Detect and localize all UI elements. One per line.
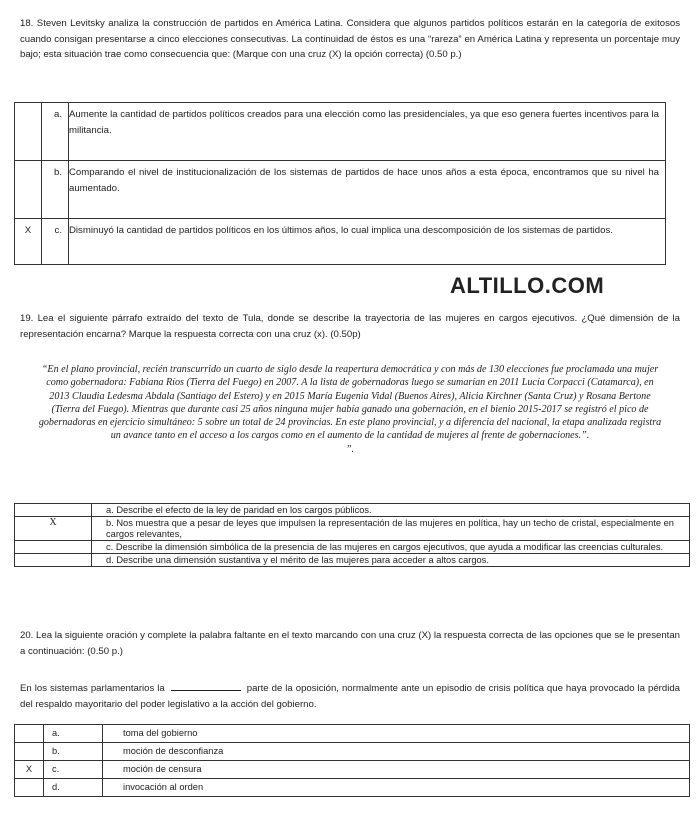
option-text: d. Describe una dimensión sustantiva y el mérito de las mujeres para acceder a altos cargos. xyxy=(92,554,690,567)
option-text: Comparando el nivel de institucionalización de los sistemas de partidos de hace unos años a esta época, encontramos que su nivel ha aumentado. xyxy=(69,161,666,219)
option-text: b. Nos muestra que a pesar de leyes que impulsen la representación de las mujeres en política, hay un techo de cristal, especialmente en cargos relevantes, xyxy=(92,517,690,541)
question-20-sentence xyxy=(20,680,680,712)
option-row[interactable] xyxy=(15,504,690,517)
option-mark-cell[interactable] xyxy=(15,541,92,554)
option-mark-cell[interactable] xyxy=(15,725,44,743)
option-letter: c. xyxy=(42,219,69,265)
option-text: a. Describe el efecto de la ley de paridad en los cargos públicos. xyxy=(92,504,690,517)
option-row[interactable] xyxy=(15,541,690,554)
option-mark-cell[interactable] xyxy=(15,779,44,797)
option-row[interactable] xyxy=(15,779,690,797)
option-mark-cell[interactable]: X xyxy=(15,219,42,265)
option-letter: d. xyxy=(44,779,103,797)
sentence-after: parte de la oposición, normalmente ante un episodio de crisis política que haya provocado la pérdida del respaldo mayoritario del poder legislativo a la acción del gobierno. xyxy=(20,683,680,710)
option-text: Disminuyó la cantidad de partidos políticos en los últimos años, lo cual implica una descomposición de los sistemas de partidos. xyxy=(69,219,666,265)
option-text: c. Describe la dimensión simbólica de la presencia de las mujeres en cargos ejecutivos, que ayuda a modificar las creencias culturales. xyxy=(92,541,690,554)
question-20-options-table xyxy=(14,724,690,797)
option-row[interactable] xyxy=(15,161,666,219)
option-text: moción de censura xyxy=(103,761,690,779)
option-text: invocación al orden xyxy=(103,779,690,797)
option-mark-cell[interactable] xyxy=(15,161,42,219)
option-mark-cell[interactable] xyxy=(15,743,44,761)
option-row[interactable] xyxy=(15,725,690,743)
quote-end: ”. xyxy=(345,443,355,455)
option-mark-cell[interactable] xyxy=(15,554,92,567)
option-text: Aumente la cantidad de partidos políticos creados para una elección como las presidenciales, ya que eso genera fuertes incentivos para la militancia. xyxy=(69,103,666,161)
option-letter: b. xyxy=(44,743,103,761)
option-row[interactable] xyxy=(15,517,690,541)
option-letter: a. xyxy=(44,725,103,743)
option-row[interactable] xyxy=(15,743,690,761)
question-19-text: 19. Lea el siguiente párrafo extraído del texto de Tula, donde se describe la trayectoria de las mujeres en cargos ejecutivos. ¿Qué dimensión de la representación encarna? Marque la respuesta correcta con una cruz (x). (0.50p) xyxy=(20,313,680,340)
quoted-paragraph xyxy=(36,363,664,456)
option-row[interactable] xyxy=(15,103,666,161)
sentence-before: En los sistemas parlamentarios la xyxy=(20,683,165,694)
question-18-text: 18. Steven Levitsky analiza la construcción de partidos en América Latina. Considera que algunos partidos políticos estarán en la categoría de exitosos cuando consigan presentarse a cinco elecciones consecutivas. La continuidad de éstos es una “rareza” en América Latina y representa un porcentaje muy bajo; esta situación trae como consecuencia que: (Marque con una cruz (X) la opción correcta) (0.50 p.) xyxy=(20,18,680,60)
option-mark-cell[interactable] xyxy=(15,504,92,517)
question-18-options-table xyxy=(14,102,666,265)
option-mark-cell[interactable] xyxy=(15,103,42,161)
question-19-options-table xyxy=(14,503,690,567)
option-letter: c. xyxy=(44,761,103,779)
option-mark-cell[interactable]: X xyxy=(15,517,92,541)
question-20-text: 20. Lea la siguiente oración y complete la palabra faltante en el texto marcando con una cruz (X) la respuesta correcta de las opciones que se le presentan a continuación: (0.50 p.) xyxy=(20,630,680,657)
option-row[interactable] xyxy=(15,554,690,567)
answer-blank[interactable] xyxy=(171,680,241,691)
quote-body: “En el plano provincial, recién transcurrido un cuarto de siglo desde la reapertura democrática y con más de 130 elecciones fue proclamada una mujer como gobernadora: Fabiana Ríos (Tierra del Fuego) en 2007. A la lista de gobernadoras luego se sumarían en 2011 Lucía Corpacci (Catamarca), en 2013 Claudia Ledesma Abdala (Santiago del Estero) y en 2015 María Eugenia Vidal (Buenos Aires), Alicia Kirchner (Santa Cruz) y Rosana Bertone (Tierra del Fuego). Mientras que durante casi 25 años ninguna mujer había ganado una gobernación, en el bienio 2015-2017 se registró el pico de gobernadoras en ejercicio simultáneo: 5 sobre un total de 24 provincias. En este plano provincial, y a diferencia del nacional, la etapa analizada registra un avance tanto en el acceso a los cargos como en el aumento de la cantidad de mujeres al frente de gobernaciones.”. xyxy=(38,364,662,442)
option-row[interactable] xyxy=(15,219,666,265)
altillo-logo: ALTILLO.COM xyxy=(450,273,605,298)
option-text: moción de desconfianza xyxy=(103,743,690,761)
option-letter: b. xyxy=(42,161,69,219)
option-letter: a. xyxy=(42,103,69,161)
option-text: toma del gobierno xyxy=(103,725,690,743)
option-row[interactable] xyxy=(15,761,690,779)
option-mark-cell[interactable]: X xyxy=(15,761,44,779)
